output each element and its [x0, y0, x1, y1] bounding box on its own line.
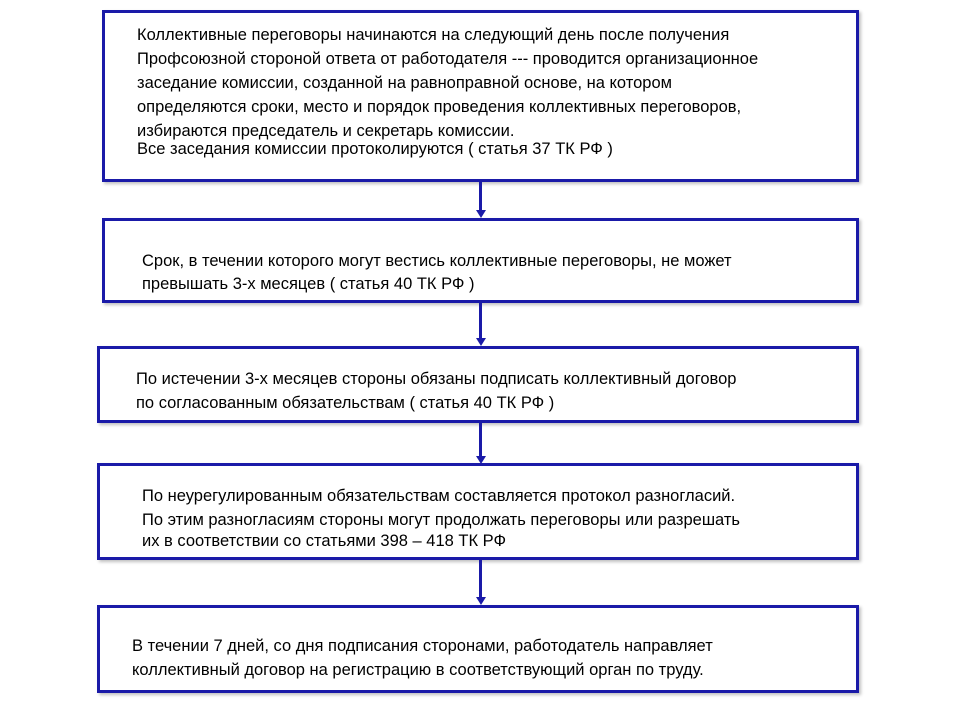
- arrow-down-icon: [476, 210, 486, 218]
- step-5-line-2: коллективный договор на регистрацию в соответствующий орган по труду.: [132, 661, 704, 679]
- step-2-line-1: Срок, в течении которого могут вестись коллективные переговоры, не может: [142, 252, 732, 270]
- step-4-line-1: По неурегулированным обязательствам составляется протокол разногласий.: [142, 487, 736, 505]
- flow-step-4: [97, 463, 859, 560]
- flow-step-5: [97, 605, 859, 693]
- arrow-down-icon: [476, 597, 486, 605]
- connector-1-2: [479, 182, 482, 210]
- flow-step-1: [102, 10, 859, 182]
- step-4-line-3: их в соответствии со статьями 398 – 418 ТК РФ: [142, 532, 507, 550]
- flow-step-2: [102, 218, 859, 303]
- connector-3-4: [479, 423, 482, 457]
- step-1-line-3: заседание комиссии, созданной на равноправной основе, на котором: [137, 74, 672, 92]
- step-1-line-5: избираются председатель и секретарь комиссии.: [137, 122, 515, 140]
- step-2-line-2: превышать 3-х месяцев ( статья 40 ТК РФ ): [142, 275, 475, 293]
- step-5-line-1: В течении 7 дней, со дня подписания сторонами, работодатель направляет: [132, 637, 713, 655]
- step-1-line-2: Профсоюзной стороной ответа от работодателя --- проводится организационное: [137, 50, 759, 68]
- step-4-line-2: По этим разногласиям стороны могут продолжать переговоры или разрешать: [142, 511, 741, 529]
- arrow-down-icon: [476, 338, 486, 346]
- step-3-line-2: по согласованным обязательствам ( статья 40 ТК РФ ): [136, 394, 555, 412]
- connector-2-3: [479, 303, 482, 339]
- flow-step-3: [97, 346, 859, 423]
- step-1-line-6: Все заседания комиссии протоколируются ( статья 37 ТК РФ ): [137, 140, 613, 158]
- step-3-line-1: По истечении 3-х месяцев стороны обязаны подписать коллективный договор: [136, 370, 737, 388]
- connector-4-5: [479, 560, 482, 598]
- step-1-line-4: определяются сроки, место и порядок проведения коллективных переговоров,: [137, 98, 742, 116]
- step-1-line-1: Коллективные переговоры начинаются на следующий день после получения: [137, 26, 730, 44]
